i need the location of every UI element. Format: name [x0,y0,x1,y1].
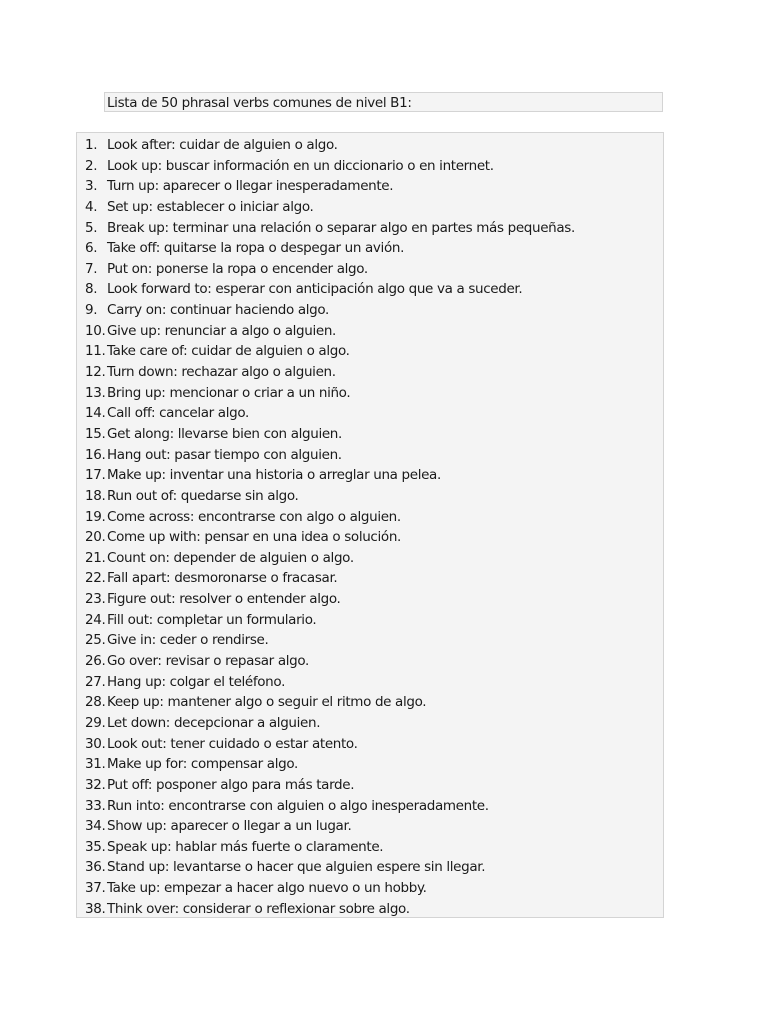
list-item-text: Call off: cancelar algo. [107,405,249,422]
list-item-number: 23. [85,591,106,608]
phrasal-verbs-list-box [76,132,664,918]
list-item-text: Take care of: cuidar de alguien o algo. [107,343,350,360]
list-item-number: 27. [85,673,106,690]
list-item-number: 30. [85,735,106,752]
list-item-text: Look after: cuidar de alguien o algo. [107,137,338,153]
list-item-text: Make up: inventar una historia o arreglar una pelea. [107,467,441,484]
list-item-number: 38. [85,900,106,917]
list-item-text: Keep up: mantener algo o seguir el ritmo de algo. [107,694,427,711]
list-item-number: 26. [85,653,106,670]
list-item-number: 13. [85,384,106,401]
list-item-text: Take off: quitarse la ropa o despegar un avión. [107,240,405,257]
list-item-text: Look out: tener cuidado o estar atento. [107,735,358,752]
list-item-text: Fill out: completar un formulario. [107,611,317,628]
list-item-number: 19. [85,508,106,525]
list-item-number: 10. [85,322,106,339]
list-item-number: 17. [85,467,106,484]
list-item-text: Give in: ceder o rendirse. [107,632,269,649]
list-item-number: 21. [85,549,106,566]
list-item-number: 36. [85,859,106,876]
list-item-text: Make up for: compensar algo. [107,756,298,773]
list-item-text: Come across: encontrarse con algo o alguien. [107,508,401,525]
list-item-text: Come up with: pensar en una idea o solución. [107,529,401,546]
list-item-text: Carry on: continuar haciendo algo. [107,302,329,319]
title-box [104,92,663,112]
list-item-number: 20. [85,529,106,546]
list-item-text: Break up: terminar una relación o separar algo en partes más pequeñas. [107,219,575,236]
document-title: Lista de 50 phrasal verbs comunes de nivel B1: [107,95,412,111]
list-item-text: Give up: renunciar a algo o alguien. [107,322,336,339]
list-item-text: Count on: depender de alguien o algo. [107,549,354,566]
list-item-number: 11. [85,343,106,360]
list-item-number: 25. [85,632,106,649]
list-item-text: Speak up: hablar más fuerte o claramente. [107,838,384,855]
list-item-number: 5. [85,219,98,236]
list-item-text: Hang out: pasar tiempo con alguien. [107,446,342,463]
list-item-number: 2. [85,157,98,174]
list-item-text: Run out of: quedarse sin algo. [107,487,299,504]
list-item-text: Run into: encontrarse con alguien o algo inesperadamente. [107,797,489,814]
list-item-text: Turn down: rechazar algo o alguien. [107,364,336,381]
list-item-number: 24. [85,611,106,628]
list-item-number: 18. [85,487,106,504]
list-item-number: 28. [85,694,106,711]
list-item-number: 1. [85,137,98,153]
list-item-number: 35. [85,838,106,855]
list-item-number: 31. [85,756,106,773]
list-item-number: 33. [85,797,106,814]
list-item-number: 22. [85,570,106,587]
list-item-number: 32. [85,776,106,793]
list-item-text: Set up: establecer o iniciar algo. [107,198,314,215]
list-item-text: Show up: aparecer o llegar a un lugar. [107,818,352,835]
list-item-number: 9. [85,302,98,319]
list-item-text: Hang up: colgar el teléfono. [107,673,286,690]
list-item-number: 4. [85,198,98,215]
list-item-text: Put off: posponer algo para más tarde. [107,776,355,793]
list-item-number: 34. [85,818,106,835]
list-item-text: Figure out: resolver o entender algo. [107,591,341,608]
list-item-text: Bring up: mencionar o criar a un niño. [107,384,351,401]
list-item-number: 6. [85,240,98,257]
list-item-text: Let down: decepcionar a alguien. [107,714,321,731]
list-item-text: Take up: empezar a hacer algo nuevo o un hobby. [107,880,427,897]
list-item-number: 7. [85,260,98,277]
list-item-text: Go over: revisar o repasar algo. [107,653,309,670]
list-item-text: Get along: llevarse bien con alguien. [107,425,342,442]
list-item-text: Look up: buscar información en un diccionario o en internet. [107,157,494,174]
list-item-text: Turn up: aparecer o llegar inesperadamente. [107,178,394,195]
list-item-number: 8. [85,281,98,298]
list-item-text: Put on: ponerse la ropa o encender algo. [107,260,368,277]
list-item-number: 3. [85,178,98,195]
list-item-text: Think over: considerar o reflexionar sobre algo. [107,900,410,917]
list-item-number: 37. [85,880,106,897]
list-item-text: Look forward to: esperar con anticipación algo que va a suceder. [107,281,523,298]
list-item-number: 16. [85,446,106,463]
list-item-number: 15. [85,425,106,442]
list-item-text: Fall apart: desmoronarse o fracasar. [107,570,338,587]
list-item-number: 14. [85,405,106,422]
list-item-number: 12. [85,364,106,381]
list-item-number: 29. [85,714,106,731]
list-item-text: Stand up: levantarse o hacer que alguien espere sin llegar. [107,859,486,876]
